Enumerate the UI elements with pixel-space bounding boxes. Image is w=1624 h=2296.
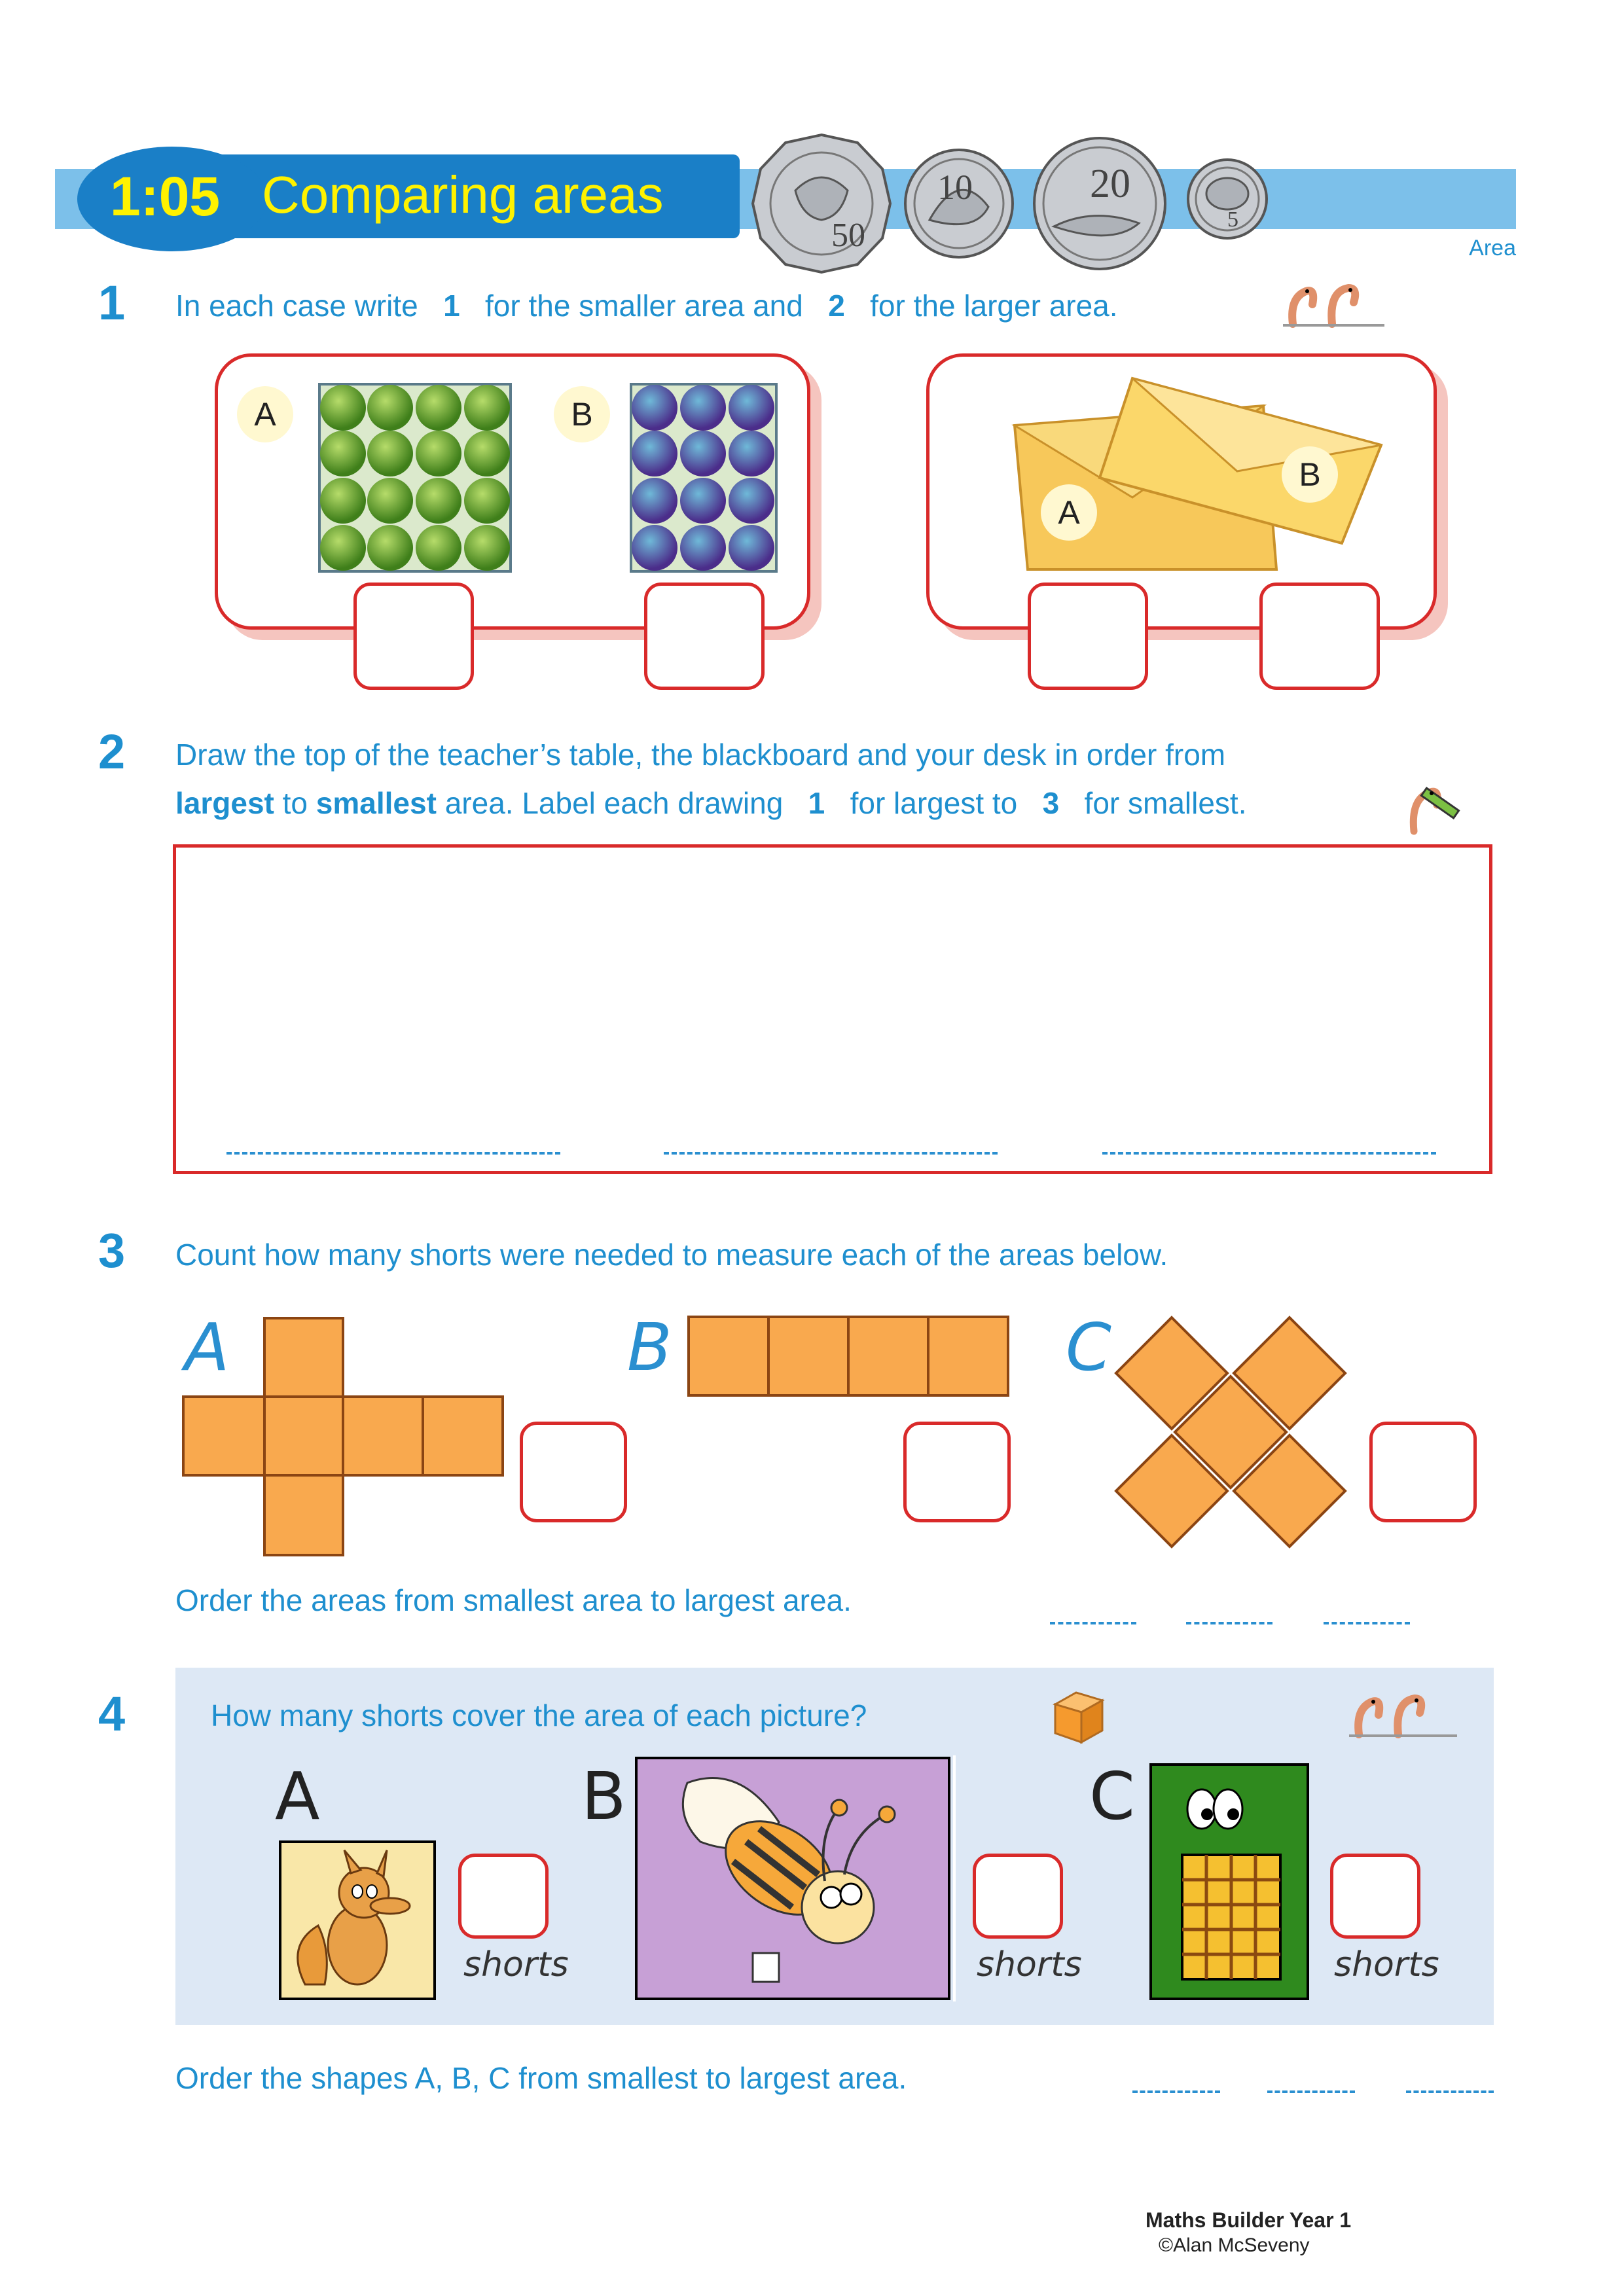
q1-left-answer-box-b[interactable] [644,583,765,690]
green-counters-square [318,383,512,573]
q3-shape-a-square [263,1317,344,1398]
q4-order-text: Order the shapes A, B, C from smallest to largest area. [175,2061,907,2095]
q4-order-line-1[interactable] [1132,2090,1220,2093]
coin-10-icon [905,150,1013,257]
purple-counters-rectangle [630,383,778,573]
q4-unit-b: shorts [977,1945,1082,1984]
q2-drawing-area[interactable] [173,844,1492,1174]
q2-label-line-1[interactable] [226,1152,560,1155]
q3-shape-a-square [263,1395,344,1477]
footer-copyright: ©Alan McSeveny [1159,2234,1310,2256]
q4-label-c: C [1089,1758,1135,1835]
q3-label-a: A [185,1309,230,1386]
q1-left-label-a: A [237,386,293,442]
q1-right-answer-box-a[interactable] [1028,583,1148,690]
coin-50-icon [753,135,890,272]
q3-shape-c-diamonds [1113,1314,1348,1550]
worms-icon [1346,1682,1464,1741]
q3-shape-b-square [687,1316,770,1397]
q4-unit-c: shorts [1334,1945,1439,1984]
q4-label-b: B [581,1758,626,1835]
q1-instruction: In each case write 1 for the smaller area and 2 for the larger area. [175,289,1118,323]
q3-order-text: Order the areas from smallest area to largest area. [175,1583,852,1617]
coins-illustration [746,128,1283,279]
q4-order-line-3[interactable] [1406,2090,1494,2093]
q3-shape-a-square [182,1395,266,1477]
q3-shape-b-square [847,1316,929,1397]
topic-label: Area [1469,236,1516,260]
q1-left-answer-box-a[interactable] [353,583,474,690]
q1-number: 1 [98,276,126,330]
q2-number: 2 [98,725,126,779]
coin-5-icon [1188,160,1267,238]
q3-shape-a-square [263,1474,344,1556]
q3-label-c: C [1066,1309,1111,1386]
orange-cube-icon [1047,1686,1108,1746]
q4-answer-box-a[interactable] [458,1854,549,1939]
q3-answer-box-b[interactable] [903,1422,1011,1522]
q1-right-label-a: A [1041,484,1097,541]
q4-number: 4 [98,1687,126,1741]
q3-label-b: B [627,1309,672,1386]
q4-order-line-2[interactable] [1267,2090,1355,2093]
svg-text:10: 10 [937,168,973,207]
q4-picture-c-chocolate [1149,1763,1309,2000]
q2-label-line-2[interactable] [664,1152,998,1155]
q1-left-label-b: B [554,386,610,442]
lesson-number: 1:05 [110,166,221,227]
q4-answer-box-c[interactable] [1330,1854,1420,1939]
svg-text:20: 20 [1090,162,1130,206]
q4-picture-b-bee [635,1757,950,2000]
q3-order-line-3[interactable] [1324,1622,1410,1624]
q4-picture-b-gap [953,1755,956,2001]
page-title: Comparing areas [262,166,664,224]
worm-pencil-icon [1401,772,1466,838]
footer-book-title: Maths Builder Year 1 [1146,2208,1352,2232]
q3-instruction: Count how many shorts were needed to measure each of the areas below. [175,1238,1168,1272]
q2-line2: largest to smallest area. Label each drawing 1 for largest to 3 for smallest. [175,786,1247,820]
q3-shape-b-square [767,1316,850,1397]
coin-20-icon [1034,138,1165,269]
q3-shape-a-square [422,1395,504,1477]
q1-right-label-b: B [1282,446,1338,503]
q4-instruction: How many shorts cover the area of each picture? [211,1698,867,1732]
q4-unit-a: shorts [463,1945,569,1984]
q1-right-answer-box-b[interactable] [1259,583,1380,690]
q3-shape-b-square [927,1316,1009,1397]
q3-order-line-2[interactable] [1186,1622,1272,1624]
q3-shape-a-square [342,1395,424,1477]
q3-answer-box-c[interactable] [1369,1422,1477,1522]
q4-answer-box-b[interactable] [973,1854,1063,1939]
q3-number: 3 [98,1223,126,1278]
q2-line1: Draw the top of the teacher’s table, the blackboard and your desk in order from [175,738,1226,772]
q4-label-a: A [275,1758,320,1835]
q2-label-line-3[interactable] [1102,1152,1436,1155]
worms-icon [1280,272,1391,331]
q4-picture-a-fox [279,1840,436,2000]
q3-order-line-1[interactable] [1050,1622,1136,1624]
svg-text:5: 5 [1227,207,1238,232]
svg-text:50: 50 [831,217,865,254]
q3-answer-box-a[interactable] [520,1422,627,1522]
